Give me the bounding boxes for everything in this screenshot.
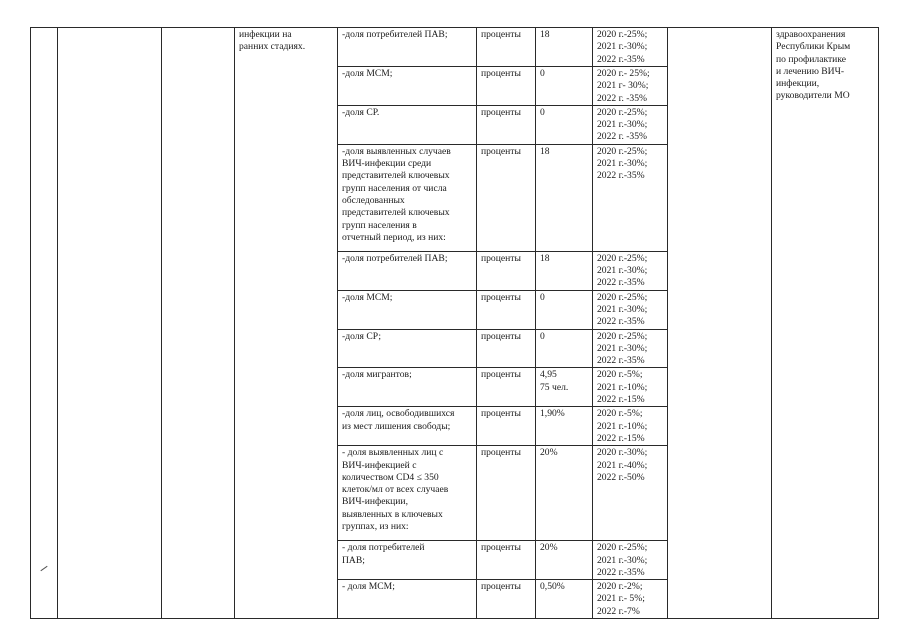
target-values-cell: 2020 г.-2%; 2021 г.- 5%; 2022 г.-7% — [593, 580, 668, 619]
target-values-cell: 2020 г.-5%; 2021 г.-10%; 2022 г.-15% — [593, 407, 668, 446]
empty-cell — [668, 28, 772, 619]
empty-cell — [58, 28, 162, 619]
indicator-cell: -доля выявленных случаев ВИЧ-инфекции среди представителей ключевых групп населения от числа обследованных представителей ключевых групп населения в отчетный период, из них: — [338, 144, 477, 251]
target-values-cell: 2020 г.-25%; 2021 г.-30%; 2022 г.-35% — [593, 541, 668, 580]
base-value-cell: 18 — [536, 251, 593, 290]
base-value-cell: 0,50% — [536, 580, 593, 619]
unit-cell: проценты — [477, 368, 536, 407]
indicator-cell: -доля МСМ; — [338, 67, 477, 106]
unit-cell: проценты — [477, 541, 536, 580]
base-value-cell: 0 — [536, 67, 593, 106]
base-value-cell: 0 — [536, 329, 593, 368]
indicator-cell: -доля потребителей ПАВ; — [338, 28, 477, 67]
target-values-cell: 2020 г.-30%; 2021 г.-40%; 2022 г.-50% — [593, 446, 668, 541]
indicator-cell: -доля лиц, освободившихся из мест лишения свободы; — [338, 407, 477, 446]
base-value-cell: 0 — [536, 290, 593, 329]
indicator-cell: -доля СР. — [338, 105, 477, 144]
unit-cell: проценты — [477, 105, 536, 144]
target-values-cell: 2020 г.- 25%; 2021 г- 30%; 2022 г. -35% — [593, 67, 668, 106]
indicator-cell: - доля потребителей ПАВ; — [338, 541, 477, 580]
target-values-cell: 2020 г.-25%; 2021 г.-30%; 2022 г. -35% — [593, 105, 668, 144]
empty-cell — [31, 28, 58, 619]
event-description: инфекции на ранних стадиях. — [235, 28, 338, 619]
base-value-cell: 20% — [536, 446, 593, 541]
unit-cell: проценты — [477, 407, 536, 446]
target-values-cell: 2020 г.-25%; 2021 г.-30%; 2022 г.-35% — [593, 28, 668, 67]
indicator-cell: -доля мигрантов; — [338, 368, 477, 407]
indicator-cell: - доля МСМ; — [338, 580, 477, 619]
base-value-cell: 4,95 75 чел. — [536, 368, 593, 407]
indicator-cell: - доля выявленных лиц с ВИЧ-инфекцией с количеством CD4 ≤ 350 клеток/мл от всех случаев ВИЧ-инфекции, выявленных в ключевых группах, из них: — [338, 446, 477, 541]
unit-cell: проценты — [477, 251, 536, 290]
unit-cell: проценты — [477, 28, 536, 67]
target-values-cell: 2020 г.-25%; 2021 г.-30%; 2022 г.-35% — [593, 329, 668, 368]
table-row — [31, 28, 879, 67]
unit-cell: проценты — [477, 144, 536, 251]
base-value-cell: 0 — [536, 105, 593, 144]
program-table — [30, 27, 879, 619]
unit-cell: проценты — [477, 580, 536, 619]
unit-cell: проценты — [477, 290, 536, 329]
target-values-cell: 2020 г.-25%; 2021 г.-30%; 2022 г.-35% — [593, 144, 668, 251]
unit-cell: проценты — [477, 446, 536, 541]
unit-cell: проценты — [477, 329, 536, 368]
base-value-cell: 1,90% — [536, 407, 593, 446]
responsible-cell: здравоохранения Республики Крым по профилактике и лечению ВИЧ- инфекции, руководители МО — [772, 28, 879, 619]
indicator-cell: -доля потребителей ПАВ; — [338, 251, 477, 290]
base-value-cell: 18 — [536, 28, 593, 67]
base-value-cell: 18 — [536, 144, 593, 251]
base-value-cell: 20% — [536, 541, 593, 580]
empty-cell — [162, 28, 235, 619]
target-values-cell: 2020 г.-5%; 2021 г.-10%; 2022 г.-15% — [593, 368, 668, 407]
indicator-cell: -доля МСМ; — [338, 290, 477, 329]
indicator-cell: -доля СР; — [338, 329, 477, 368]
unit-cell: проценты — [477, 67, 536, 106]
target-values-cell: 2020 г.-25%; 2021 г.-30%; 2022 г.-35% — [593, 251, 668, 290]
target-values-cell: 2020 г.-25%; 2021 г.-30%; 2022 г.-35% — [593, 290, 668, 329]
